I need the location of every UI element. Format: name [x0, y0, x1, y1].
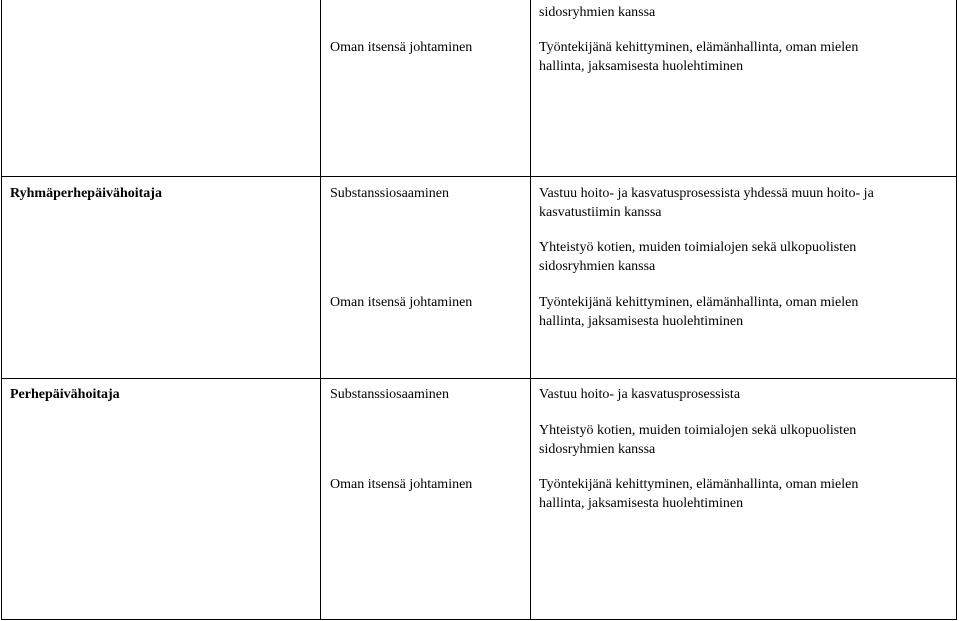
row1-line: sidosryhmien kanssa	[539, 259, 656, 274]
column-divider-1	[320, 0, 321, 619]
row-divider-1	[2, 176, 956, 177]
row1-substance-label: Substanssiosaaminen	[330, 186, 449, 201]
row0-col3-line: Työntekijänä kehittyminen, elämänhallinta, oman mielen	[539, 40, 859, 55]
row2-line: Yhteistyö kotien, muiden toimialojen sekä ulkopuolisten	[539, 423, 857, 438]
row1-line: Työntekijänä kehittyminen, elämänhallinta, oman mielen	[539, 295, 859, 310]
row1-line: hallinta, jaksamisesta huolehtiminen	[539, 314, 744, 329]
row1-self-label: Oman itsensä johtaminen	[330, 295, 473, 310]
column-divider-2	[530, 0, 531, 619]
row2-line: sidosryhmien kanssa	[539, 442, 656, 457]
row2-line: hallinta, jaksamisesta huolehtiminen	[539, 496, 744, 511]
competency-table	[1, 0, 957, 620]
row1-line: kasvatustiimin kanssa	[539, 205, 662, 220]
row0-group-label: Oman itsensä johtaminen	[330, 40, 473, 55]
row-divider-2	[2, 378, 956, 379]
row1-title: Ryhmäperhepäivähoitaja	[10, 186, 162, 201]
row2-line: Vastuu hoito- ja kasvatusprosessista	[539, 387, 741, 402]
row2-line: Työntekijänä kehittyminen, elämänhallinta, oman mielen	[539, 477, 859, 492]
row0-col3-line: sidosryhmien kanssa	[539, 5, 656, 20]
row2-title: Perhepäivähoitaja	[10, 387, 120, 402]
row2-substance-label: Substanssiosaaminen	[330, 387, 449, 402]
row1-line: Vastuu hoito- ja kasvatusprosessista yhdessä muun hoito- ja	[539, 186, 874, 201]
row1-line: Yhteistyö kotien, muiden toimialojen sekä ulkopuolisten	[539, 240, 857, 255]
row0-col3-line: hallinta, jaksamisesta huolehtiminen	[539, 59, 744, 74]
row2-self-label: Oman itsensä johtaminen	[330, 477, 473, 492]
